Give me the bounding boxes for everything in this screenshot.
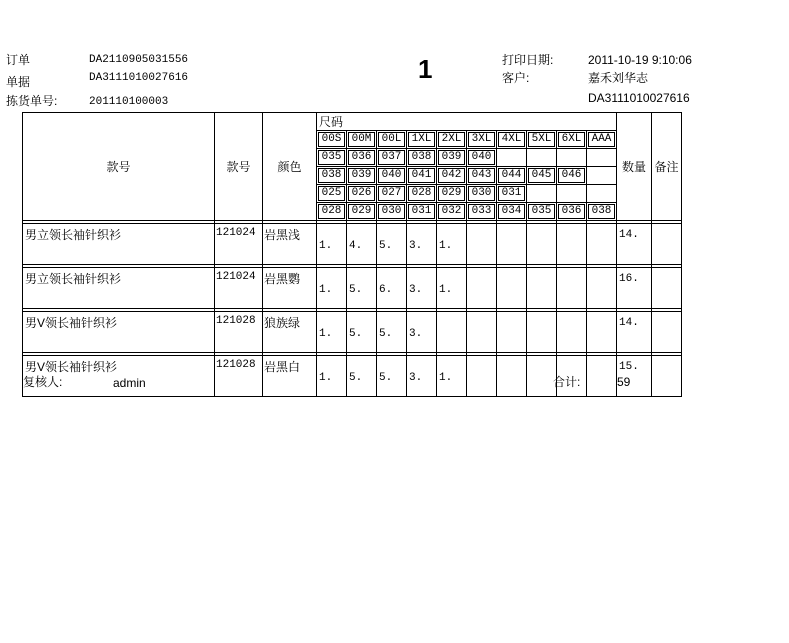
size-cell xyxy=(527,131,557,149)
size-value: 031 xyxy=(408,204,435,219)
size-cell xyxy=(497,185,527,203)
size-value: 038 xyxy=(588,204,615,219)
size-quantity: 5. xyxy=(347,268,377,309)
size-value: 038 xyxy=(318,168,345,183)
size-cell xyxy=(437,149,467,167)
size-cell xyxy=(587,149,617,167)
size-quantity xyxy=(467,268,497,309)
size-cell xyxy=(497,131,527,149)
size-quantity: 3. xyxy=(407,224,437,265)
size-quantity xyxy=(587,312,617,353)
size-cell xyxy=(437,131,467,149)
size-value xyxy=(588,187,615,200)
row-total: 15. xyxy=(617,356,652,397)
size-value: 029 xyxy=(438,186,465,201)
size-quantity xyxy=(467,356,497,397)
doc-label: 单据 xyxy=(6,75,31,89)
size-quantity xyxy=(497,268,527,309)
header-qty: 数量 xyxy=(617,113,652,221)
size-value xyxy=(588,151,615,164)
size-cell xyxy=(527,185,557,203)
style-code: 121028 xyxy=(215,356,263,397)
header-color: 颜色 xyxy=(263,113,317,221)
color-name: 岩黑白 xyxy=(263,356,317,397)
row-total: 16. xyxy=(617,268,652,309)
size-value: 034 xyxy=(498,204,525,219)
size-cell xyxy=(497,203,527,221)
size-cell xyxy=(527,167,557,185)
size-quantity xyxy=(437,312,467,353)
size-cell xyxy=(407,149,437,167)
size-value xyxy=(498,151,525,164)
size-value: 038 xyxy=(408,150,435,165)
pick-label: 拣货单号: xyxy=(6,94,58,108)
size-cell xyxy=(347,185,377,203)
size-cell xyxy=(377,185,407,203)
row-total: 14. xyxy=(617,224,652,265)
size-cell xyxy=(377,167,407,185)
size-quantity: 5. xyxy=(347,312,377,353)
table-row xyxy=(23,224,682,265)
size-cell xyxy=(467,149,497,167)
page-number: 1 xyxy=(418,54,433,84)
row-note xyxy=(652,224,682,265)
size-cell xyxy=(317,185,347,203)
size-cell xyxy=(317,149,347,167)
size-quantity: 1. xyxy=(317,224,347,265)
doc-number: DA3111010027616 xyxy=(89,72,189,84)
row-note xyxy=(652,312,682,353)
sum-label: 合计: xyxy=(553,375,581,389)
color-name: 岩黑鹦 xyxy=(263,268,317,309)
size-value: AAA xyxy=(588,132,615,147)
size-cell xyxy=(527,149,557,167)
size-value: 043 xyxy=(468,168,495,183)
size-cell xyxy=(557,149,587,167)
style-name: 男立领长袖针织衫 xyxy=(23,268,215,309)
size-value: 028 xyxy=(318,204,345,219)
size-value: 1XL xyxy=(408,132,435,147)
size-value: 028 xyxy=(408,186,435,201)
size-value: 3XL xyxy=(468,132,495,147)
size-value: 4XL xyxy=(498,132,525,147)
size-quantity: 3. xyxy=(407,312,437,353)
header-style: 款号 xyxy=(23,113,215,221)
size-value xyxy=(528,187,555,200)
header-size: 尺码 xyxy=(317,113,617,131)
size-cell xyxy=(557,185,587,203)
color-name: 狼族绿 xyxy=(263,312,317,353)
size-cell xyxy=(497,149,527,167)
size-cell xyxy=(587,185,617,203)
size-value: 6XL xyxy=(558,132,585,147)
size-value: 00M xyxy=(348,132,375,147)
size-value: 029 xyxy=(348,204,375,219)
size-cell xyxy=(497,167,527,185)
size-cell xyxy=(407,185,437,203)
print-date: 2011-10-19 9:10:06 xyxy=(588,53,692,67)
size-value: 040 xyxy=(468,150,495,165)
customer-doc-number: DA3111010027616 xyxy=(588,91,690,105)
row-total: 14. xyxy=(617,312,652,353)
size-value: 044 xyxy=(498,168,525,183)
size-value: 041 xyxy=(408,168,435,183)
size-value: 035 xyxy=(528,204,555,219)
size-cell xyxy=(437,185,467,203)
size-value: 037 xyxy=(378,150,405,165)
size-value: 040 xyxy=(378,168,405,183)
size-value: 027 xyxy=(378,186,405,201)
size-cell xyxy=(557,167,587,185)
size-cell xyxy=(587,167,617,185)
size-quantity: 1. xyxy=(317,312,347,353)
size-value xyxy=(588,169,615,182)
style-code: 121028 xyxy=(215,312,263,353)
size-cell xyxy=(437,167,467,185)
size-quantity: 1. xyxy=(317,356,347,397)
size-cell xyxy=(587,131,617,149)
size-quantity: 3. xyxy=(407,268,437,309)
size-quantity: 5. xyxy=(347,356,377,397)
size-cell xyxy=(437,203,467,221)
size-quantity: 1. xyxy=(437,224,467,265)
size-quantity: 5. xyxy=(377,356,407,397)
header-code: 款号 xyxy=(215,113,263,221)
size-cell xyxy=(377,131,407,149)
size-quantity xyxy=(587,268,617,309)
size-value xyxy=(558,187,585,200)
size-cell xyxy=(377,203,407,221)
size-quantity xyxy=(497,312,527,353)
size-quantity xyxy=(557,268,587,309)
size-cell xyxy=(407,131,437,149)
size-cell xyxy=(347,131,377,149)
size-cell xyxy=(317,167,347,185)
header-note: 备注 xyxy=(652,113,682,221)
size-value: 030 xyxy=(468,186,495,201)
customer-label: 客户: xyxy=(502,71,530,85)
row-note xyxy=(652,268,682,309)
size-cell xyxy=(527,203,557,221)
size-quantity xyxy=(497,224,527,265)
size-quantity: 1. xyxy=(437,356,467,397)
size-cell xyxy=(347,149,377,167)
size-quantity xyxy=(587,356,617,397)
size-value: 036 xyxy=(558,204,585,219)
order-number: DA2110905031556 xyxy=(89,54,189,66)
size-cell xyxy=(557,131,587,149)
reviewer-name: admin xyxy=(113,376,146,390)
size-cell xyxy=(317,131,347,149)
size-value: 031 xyxy=(498,186,525,201)
size-quantity: 5. xyxy=(377,312,407,353)
size-quantity xyxy=(527,356,557,397)
size-value: 00S xyxy=(318,132,345,147)
size-value: 039 xyxy=(438,150,465,165)
size-quantity xyxy=(467,224,497,265)
size-cell xyxy=(467,185,497,203)
size-value: 033 xyxy=(468,204,495,219)
picking-table xyxy=(22,112,682,397)
print-date-label: 打印日期: xyxy=(502,53,554,67)
size-value: 00L xyxy=(378,132,405,147)
size-cell xyxy=(557,203,587,221)
size-quantity: 4. xyxy=(347,224,377,265)
style-name: 男立领长袖针织衫 xyxy=(23,224,215,265)
size-value: 030 xyxy=(378,204,405,219)
size-quantity: 1. xyxy=(437,268,467,309)
size-cell xyxy=(407,203,437,221)
size-quantity xyxy=(587,224,617,265)
size-value: 045 xyxy=(528,168,555,183)
size-quantity xyxy=(557,312,587,353)
reviewer-label: 复核人: xyxy=(23,375,63,389)
size-quantity xyxy=(467,312,497,353)
size-value: 042 xyxy=(438,168,465,183)
style-name: 男V领长袖针织衫 xyxy=(23,356,215,397)
size-value: 026 xyxy=(348,186,375,201)
size-value: 035 xyxy=(318,150,345,165)
size-quantity xyxy=(557,224,587,265)
size-value: 046 xyxy=(558,168,585,183)
size-quantity: 6. xyxy=(377,268,407,309)
table-row xyxy=(23,312,682,353)
size-value: 2XL xyxy=(438,132,465,147)
size-quantity: 5. xyxy=(377,224,407,265)
size-cell xyxy=(467,203,497,221)
size-value: 5XL xyxy=(528,132,555,147)
size-cell xyxy=(347,167,377,185)
customer-name: 嘉禾刘华志 xyxy=(588,71,649,85)
size-quantity: 1. xyxy=(317,268,347,309)
table-row xyxy=(23,268,682,309)
size-cell xyxy=(587,203,617,221)
size-quantity xyxy=(527,224,557,265)
size-cell xyxy=(377,149,407,167)
size-value xyxy=(528,151,555,164)
size-value: 025 xyxy=(318,186,345,201)
size-cell xyxy=(407,167,437,185)
order-label: 订单 xyxy=(6,53,31,67)
sum-value: 59 xyxy=(617,375,631,389)
size-quantity xyxy=(527,268,557,309)
style-code: 121024 xyxy=(215,268,263,309)
style-name: 男V领长袖针织衫 xyxy=(23,312,215,353)
size-cell xyxy=(347,203,377,221)
size-value: 032 xyxy=(438,204,465,219)
size-cell xyxy=(317,203,347,221)
size-value xyxy=(558,151,585,164)
size-quantity xyxy=(527,312,557,353)
size-value: 039 xyxy=(348,168,375,183)
size-quantity xyxy=(497,356,527,397)
style-code: 121024 xyxy=(215,224,263,265)
size-cell xyxy=(467,131,497,149)
size-quantity: 3. xyxy=(407,356,437,397)
pick-number: 201110100003 xyxy=(89,96,169,108)
row-note xyxy=(652,356,682,397)
size-cell xyxy=(467,167,497,185)
color-name: 岩黑浅 xyxy=(263,224,317,265)
size-value: 036 xyxy=(348,150,375,165)
